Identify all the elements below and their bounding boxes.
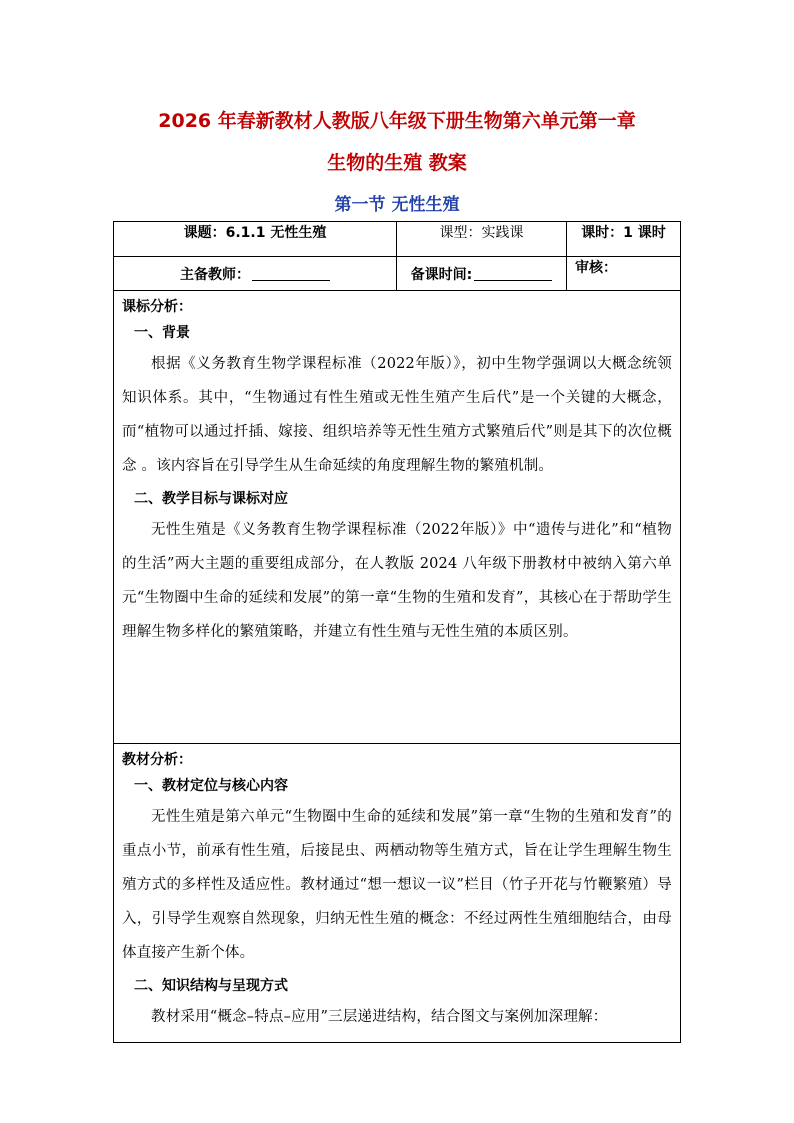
document-title: 2026 年春新教材人教版八年级下册生物第六单元第一章 [158, 110, 636, 132]
textbook-subheading-2: 二、知识结构与呈现方式 [134, 978, 288, 994]
textbook-row [114, 744, 681, 1043]
textbook-paragraph-2: 教材采用“概念–特点–应用”三层递进结构，结合图文与案例加深理解： [151, 1009, 608, 1025]
prep-time-cell [397, 257, 567, 291]
document-subtitle: 生物的生殖 教案 [327, 152, 467, 174]
standards-paragraph-2: 无性生殖是《义务教育生物学课程标准（2022年版）》中“遗传与进化”和“植物的生活”两大主题的重要组成部分，在人教版 2024 八年级下册教材中被纳入第六单元“生物圈中生命的延续和发展”的第一章“生物的生殖和发育”，其核心在于帮助学生理解生物多样化的繁殖策略，并建立有性生殖与无性生殖的本质区别。 [122, 522, 672, 640]
textbook-subheading-1: 一、教材定位与核心内容 [134, 778, 288, 794]
prep-time-blank [474, 266, 552, 281]
teacher-blank [252, 266, 330, 281]
section-title: 第一节 无性生殖 [334, 195, 460, 215]
textbook-heading: 教材分析： [122, 752, 192, 768]
standards-row [114, 291, 681, 744]
teacher-label: 主备教师： [180, 266, 250, 283]
standards-subheading-2: 二、教学目标与课标对应 [134, 491, 288, 507]
topic-label: 课题：6.1.1 无性生殖 [183, 225, 327, 241]
lesson-plan-table [113, 221, 681, 1043]
standards-subheading-1: 一、背景 [134, 325, 190, 341]
topic-cell [114, 222, 397, 257]
review-cell [567, 257, 681, 291]
hours-cell [567, 222, 681, 257]
review-label: 审核： [575, 260, 617, 276]
standards-cell [114, 291, 681, 744]
header-row-2 [114, 257, 681, 291]
prep-time-label: 备课时间: [410, 266, 473, 283]
textbook-paragraph-1: 无性生殖是第六单元“生物圈中生命的延续和发展”第一章“生物的生殖和发育”的重点小节，前承有性生殖，后接昆虫、两栖动物等生殖方式，旨在让学生理解生物生殖方式的多样性及适应性。教材通过“想一想议一议”栏目（竹子开花与竹鞭繁殖）导入，引导学生观察自然现象，归纳无性生殖的概念：不经过两性生殖细胞结合，由母体直接产生新个体。 [122, 809, 672, 961]
textbook-cell [114, 744, 681, 1043]
standards-paragraph-1: 根据《义务教育生物学课程标准（2022年版）》，初中生物学强调以大概念统领知识体系。其中，“生物通过有性生殖或无性生殖产生后代”是一个关键的大概念，而“植物可以通过扦插、嫁接、组织培养等无性生殖方式繁殖后代”则是其下的次位概念 。该内容旨在引导学生从生命延续的角度理解生物的繁殖机制。 [122, 356, 672, 474]
header-row-1 [114, 222, 681, 257]
standards-heading: 课标分析： [122, 299, 192, 315]
teacher-cell [114, 257, 397, 291]
lesson-type-cell [397, 222, 567, 257]
hours-label: 课时：1 课时 [581, 225, 666, 241]
lesson-type-label: 课型：实践课 [439, 225, 524, 241]
